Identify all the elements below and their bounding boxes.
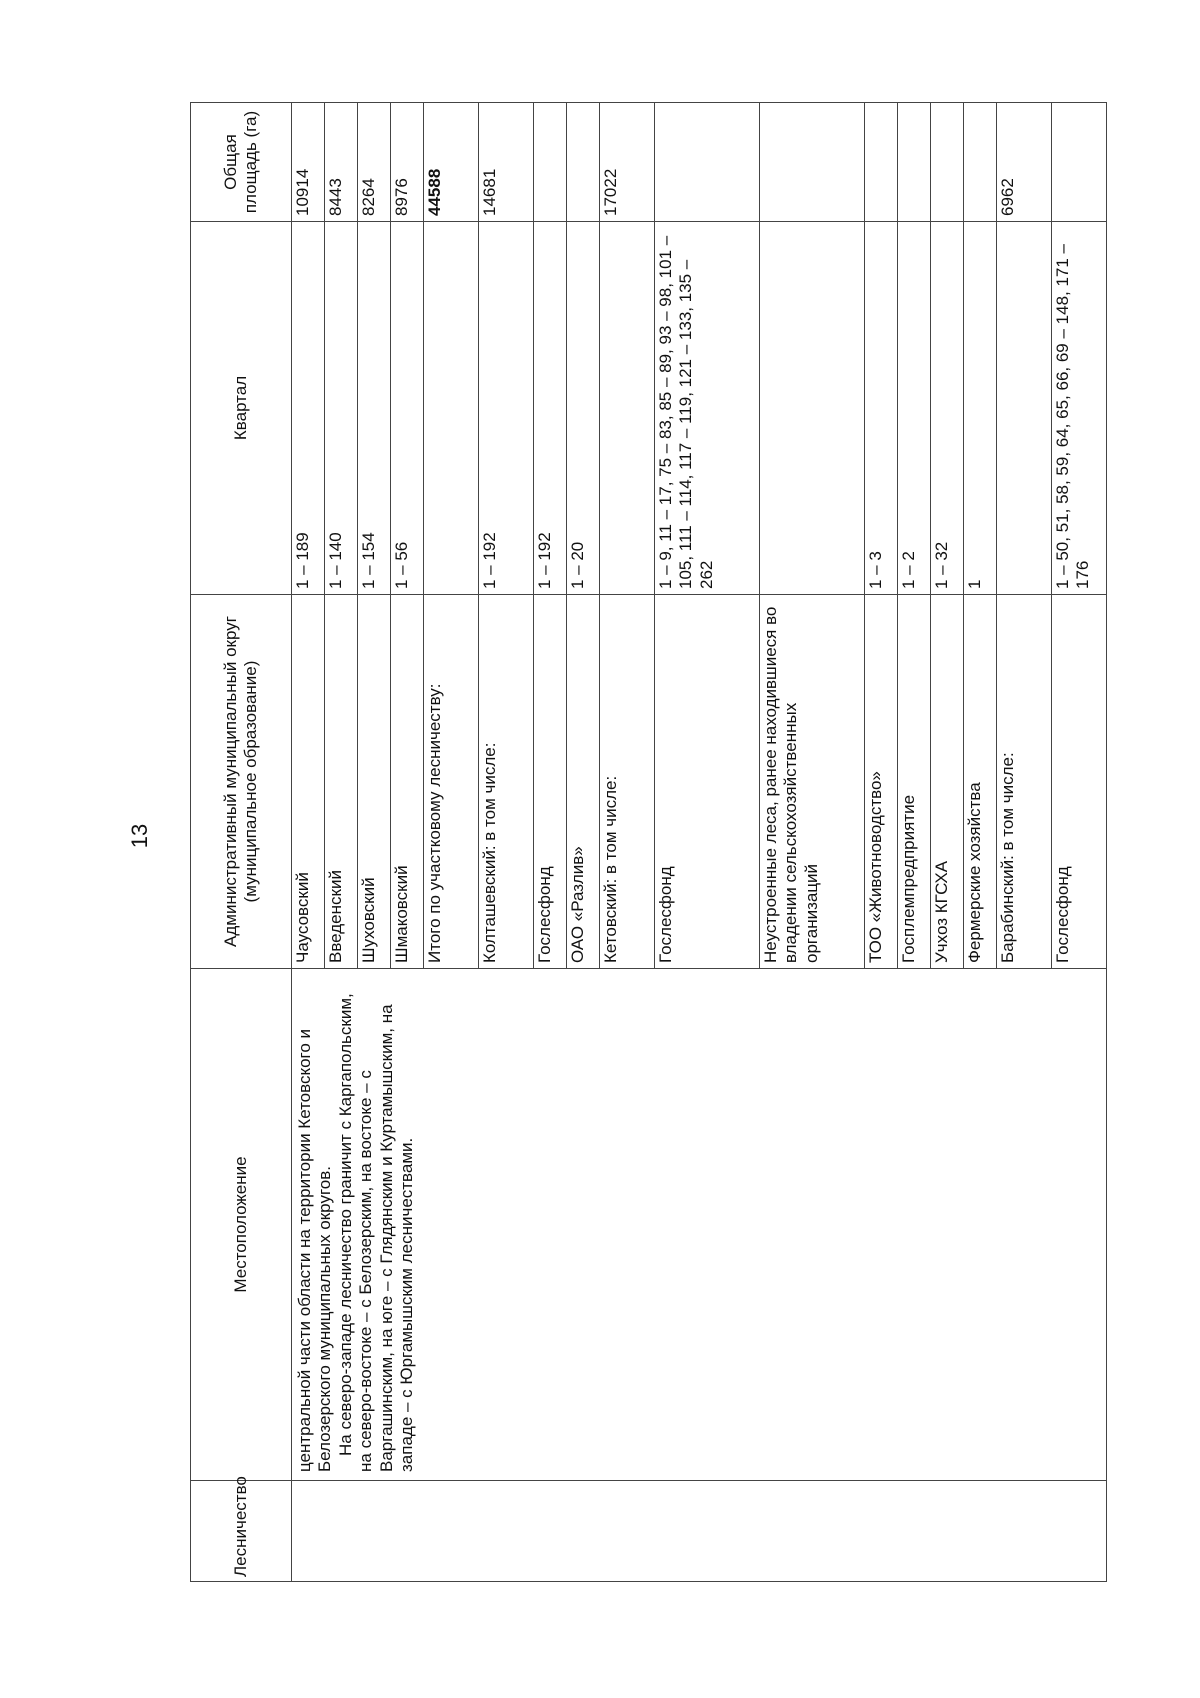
quarter-cell <box>760 222 865 595</box>
quarter-cell: 1 – 140 <box>325 222 358 595</box>
page-number: 13 <box>127 823 152 849</box>
quarter-cell: 1 – 50, 51, 58, 59, 64, 65, 66, 69 – 148, 171 – 176 <box>1052 222 1107 595</box>
admin-cell: ОАО «Разлив» <box>567 595 600 969</box>
admin-cell: Гослесфонд <box>655 595 760 969</box>
area-cell <box>1052 103 1107 222</box>
admin-cell: Чаусовский <box>292 595 325 969</box>
area-cell <box>655 103 760 222</box>
admin-cell: Введенский <box>325 595 358 969</box>
admin-cell: Шуховский <box>358 595 391 969</box>
location-cell <box>292 969 1107 1481</box>
admin-cell: Шмаковский <box>391 595 424 969</box>
quarter-cell <box>424 222 479 595</box>
area-cell: 6962 <box>997 103 1052 222</box>
quarter-cell <box>600 222 655 595</box>
location-text-2: На северо-западе лесничество граничит с Каргапольским, на северо-востоке – с Белозерским, на востоке – с Варгашинским, на юге – с Глядянским и Куртамышским, на западе – с Юргамышским лесничествами. <box>335 993 416 1472</box>
admin-cell: Итого по участковому лесничеству: <box>424 595 479 969</box>
quarter-cell: 1 – 192 <box>479 222 534 595</box>
admin-cell: Гослесфонд <box>534 595 567 969</box>
forestry-cell <box>292 1481 1107 1582</box>
header-forestry: Лесничество <box>191 1481 292 1582</box>
header-admin: Административный муниципальный округ (муниципальное образование) <box>191 595 292 969</box>
area-cell <box>898 103 931 222</box>
area-cell: 8443 <box>325 103 358 222</box>
admin-cell: Госплемпредприятие <box>898 595 931 969</box>
area-cell <box>931 103 964 222</box>
quarter-cell <box>997 222 1052 595</box>
header-area: Общая площадь (га) <box>191 103 292 222</box>
quarter-cell: 1 – 9, 11 – 17, 75 – 83, 85 – 89, 93 – 98, 101 – 105, 111 – 114, 117 – 119, 121 – 133, 135 – 262 <box>655 222 760 595</box>
admin-cell: Фермерские хозяйства <box>964 595 997 969</box>
admin-cell: Учхоз КГСХА <box>931 595 964 969</box>
quarter-cell: 1 – 189 <box>292 222 325 595</box>
area-total-cell: 44588 <box>424 103 479 222</box>
header-location: Местоположение <box>191 969 292 1481</box>
area-cell: 17022 <box>600 103 655 222</box>
quarter-cell: 1 – 192 <box>534 222 567 595</box>
admin-cell: Колташевский: в том числе: <box>479 595 534 969</box>
quarter-cell: 1 – 2 <box>898 222 931 595</box>
quarter-cell: 1 <box>964 222 997 595</box>
area-cell: 10914 <box>292 103 325 222</box>
area-cell: 14681 <box>479 103 534 222</box>
area-cell <box>760 103 865 222</box>
table-row <box>292 103 325 1582</box>
forestry-table <box>190 102 1107 1582</box>
rotated-table-wrapper <box>190 103 1114 1582</box>
table-header-row <box>191 103 292 1582</box>
area-cell <box>964 103 997 222</box>
location-text-1: центральной части области на территории Кетовского и Белозерского муниципальных округов. <box>295 1028 335 1472</box>
admin-cell: Неустроенные леса, ранее находившиеся во владении сельскохозяйственных организаций <box>760 595 865 969</box>
admin-cell: Барабинский: в том числе: <box>997 595 1052 969</box>
admin-cell: ТОО «Животноводство» <box>865 595 898 969</box>
quarter-cell: 1 – 20 <box>567 222 600 595</box>
area-cell <box>534 103 567 222</box>
admin-cell: Кетовский: в том числе: <box>600 595 655 969</box>
quarter-cell: 1 – 32 <box>931 222 964 595</box>
quarter-cell: 1 – 154 <box>358 222 391 595</box>
area-cell: 8976 <box>391 103 424 222</box>
header-quarter: Квартал <box>191 222 292 595</box>
area-cell <box>865 103 898 222</box>
quarter-cell: 1 – 56 <box>391 222 424 595</box>
admin-cell: Гослесфонд <box>1052 595 1107 969</box>
area-cell: 8264 <box>358 103 391 222</box>
quarter-cell: 1 – 3 <box>865 222 898 595</box>
area-cell <box>567 103 600 222</box>
